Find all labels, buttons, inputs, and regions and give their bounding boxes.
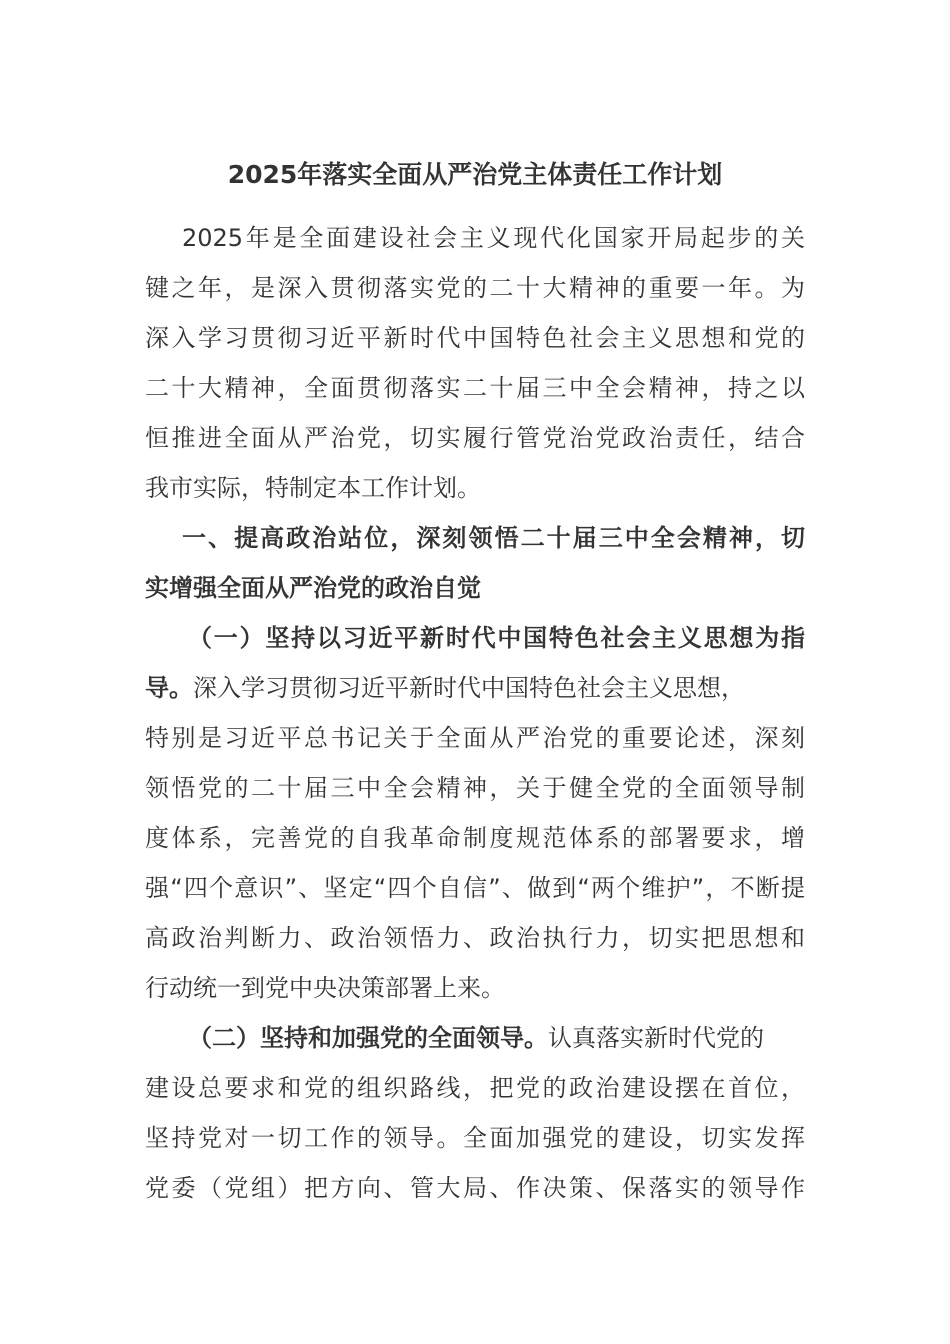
section-heading: 一、提高政治站位，深刻领悟二十届三中全会精神，切	[182, 524, 805, 552]
paragraph-line: 2025年是全面建设社会主义现代化国家开局起步的关	[182, 224, 805, 252]
subsection-heading-end: 导。	[145, 674, 193, 702]
paragraph-line: 键之年，是深入贯彻落实党的二十大精神的重要一年。为	[145, 274, 805, 302]
paragraph-line: 坚持党对一切工作的领导。全面加强党的建设，切实发挥	[145, 1124, 805, 1152]
paragraph-line: 建设总要求和党的组织路线，把党的政治建设摆在首位，	[145, 1074, 805, 1102]
paragraph-line	[145, 663, 805, 713]
paragraph-line: 我市实际，特制定本工作计划。	[145, 474, 481, 502]
paragraph-line: 党委（党组）把方向、管大局、作决策、保落实的领导作	[145, 1174, 805, 1202]
paragraph-line: 度体系，完善党的自我革命制度规范体系的部署要求，增	[145, 824, 805, 852]
paragraph-line: 行动统一到党中央决策部署上来。	[145, 974, 505, 1002]
paragraph-line: 深入学习贯彻习近平新时代中国特色社会主义思想和党的	[145, 324, 805, 352]
paragraph-line: 二十大精神，全面贯彻落实二十届三中全会精神，持之以	[145, 374, 805, 402]
paragraph-line	[188, 1013, 805, 1063]
section-heading: 实增强全面从严治党的政治自觉	[145, 574, 481, 602]
paragraph-line: 强“四个意识”、坚定“四个自信”、做到“两个维护”，不断提	[145, 874, 805, 902]
subsection-heading: （二）坚持和加强党的全面领导。	[188, 1024, 548, 1052]
paragraph-line: 恒推进全面从严治党，切实履行管党治党政治责任，结合	[145, 424, 805, 452]
paragraph-line: 特别是习近平总书记关于全面从严治党的重要论述，深刻	[145, 724, 805, 752]
document-title: 2025年落实全面从严治党主体责任工作计划	[227, 160, 723, 189]
paragraph-line: 高政治判断力、政治领悟力、政治执行力，切实把思想和	[145, 924, 805, 952]
subsection-heading: （一）坚持以习近平新时代中国特色社会主义思想为指	[188, 624, 805, 652]
paragraph-text: 认真落实新时代党的	[548, 1024, 764, 1052]
paragraph-text: 深入学习贯彻习近平新时代中国特色社会主义思想，	[193, 674, 745, 702]
paragraph-line: 领悟党的二十届三中全会精神，关于健全党的全面领导制	[145, 774, 805, 802]
